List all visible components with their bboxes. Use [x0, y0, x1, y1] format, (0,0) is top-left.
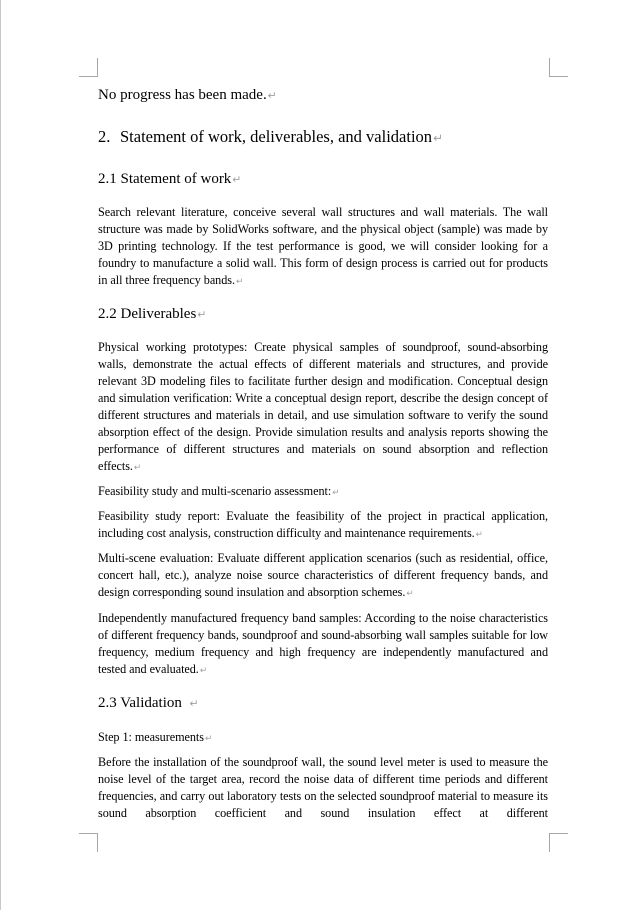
paragraph-mark-icon: ↵: [235, 277, 244, 287]
section-title: Statement of work, deliverables, and validation: [120, 127, 433, 146]
subsection-heading-statement-of-work[interactable]: 2.1 Statement of work↵: [98, 171, 242, 187]
paragraph-mark-icon: ↵: [332, 488, 340, 498]
step-1-measurements-label[interactable]: Step 1: measurements↵: [98, 730, 213, 744]
paragraph-mark-icon: ↵: [406, 589, 414, 599]
deliverables-prototypes-paragraph[interactable]: Physical working prototypes: Create physical samples of soundproof, sound-absorbing walls, demonstrate the actual effects of different materials and structures, and provide relevant 3D modeling files to facilitate further design and modification. Conceptual design and simulation verification: Write a conceptual design report, describe the design concept of different structures and materials in detail, and use simulation software to verify the sound absorption effect of the design. Provide simulation results and analysis reports showing the performance of different structures and materials on sound absorption and reflection effects.↵: [98, 340, 548, 473]
paragraph-mark-icon: ↵: [189, 697, 199, 710]
paragraph-mark-icon: ↵: [199, 666, 208, 676]
paragraph-mark-icon: ↵: [433, 131, 443, 145]
frequency-band-samples-paragraph[interactable]: Independently manufactured frequency band samples: According to the noise characteristics of different frequency bands, soundproof and sound-absorbing wall samples suitable for low frequency, medium frequency and high frequency are independently manufactured and tested and evaluated.↵: [98, 611, 548, 676]
feasibility-report-paragraph[interactable]: Feasibility study report: Evaluate the feasibility of the project in practical application, including cost analysis, construction difficulty and maintenance requirements.↵: [98, 509, 548, 540]
subsection-heading-deliverables[interactable]: 2.2 Deliverables↵: [98, 306, 207, 322]
paragraph-mark-icon: ↵: [232, 173, 242, 186]
margin-corner-mark-bottom-left: [79, 833, 98, 852]
margin-corner-mark-bottom-right: [549, 833, 568, 852]
page-left-edge: [0, 0, 1, 910]
margin-corner-mark-top-right: [549, 58, 568, 77]
paragraph-mark-icon: ↵: [133, 463, 142, 473]
subsection-heading-validation[interactable]: 2.3 Validation ↵: [98, 695, 199, 711]
measurements-paragraph[interactable]: Before the installation of the soundproof wall, the sound level meter is used to measure the noise level of the target area, record the noise data of different time periods and different frequencies, and carry out laboratory tests on the selected soundproof material to measure its sound absorption coefficient and sound insulation effect at different: [98, 755, 548, 820]
lead-paragraph[interactable]: No progress has been made.↵: [98, 87, 277, 103]
multi-scene-evaluation-paragraph[interactable]: Multi-scene evaluation: Evaluate different application scenarios (such as residential, office, concert hall, etc.), analyze noise source characteristics of different frequency bands, and design corresponding sound insulation and absorption schemes.↵: [98, 551, 548, 599]
section-number: 2.: [98, 127, 111, 146]
paragraph-mark-icon: ↵: [475, 530, 483, 540]
paragraph-mark-icon: ↵: [267, 89, 277, 102]
paragraph-mark-icon: ↵: [204, 734, 213, 744]
statement-of-work-paragraph[interactable]: Search relevant literature, conceive several wall structures and wall materials. The wall structure was made by SolidWorks software, and the physical object (sample) was made by 3D printing technology. If the test performance is good, we will consider looking for a foundry to manufacture a solid wall. This form of design process is carried out for products in all three frequency bands.↵: [98, 205, 548, 287]
section-heading[interactable]: [98, 127, 548, 148]
margin-corner-mark-top-left: [79, 58, 98, 77]
paragraph-mark-icon: ↵: [197, 308, 207, 321]
feasibility-heading-paragraph[interactable]: Feasibility study and multi-scenario assessment:↵: [98, 484, 340, 498]
